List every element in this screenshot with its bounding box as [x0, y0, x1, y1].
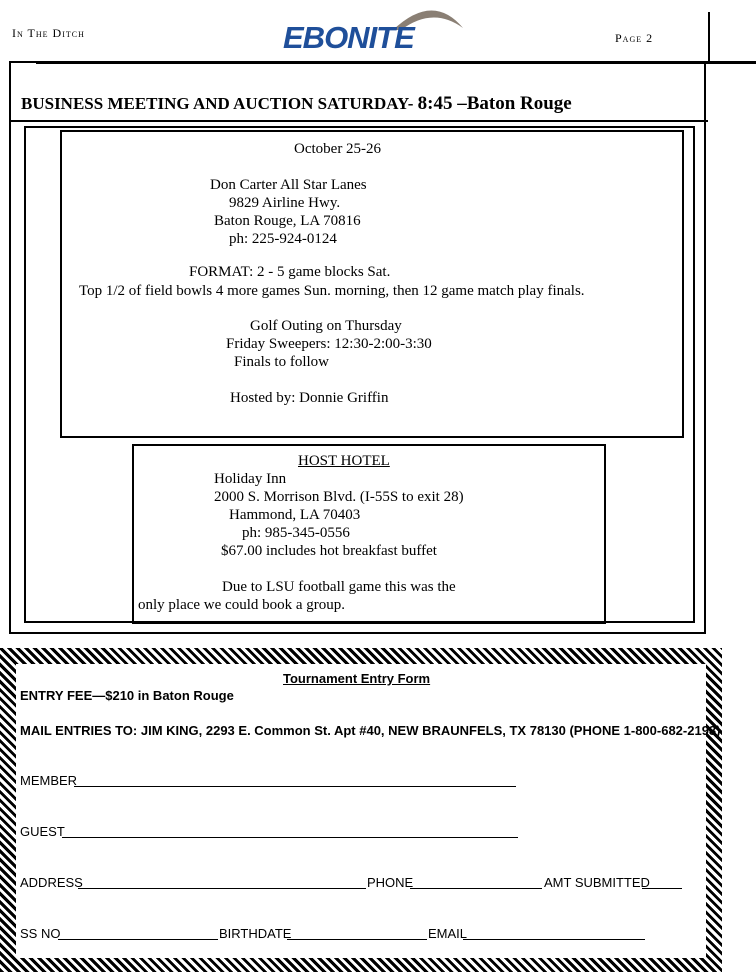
logo-text: EBONITE [283, 20, 414, 55]
entry-fee: ENTRY FEE—$210 in Baton Rouge [20, 688, 234, 703]
amt-submitted-label: AMT SUBMITTED [544, 875, 650, 890]
venue-address: 9829 Airline Hwy. [229, 195, 341, 211]
golf-outing: Golf Outing on Thursday [250, 318, 402, 334]
venue-city: Baton Rouge, LA 70816 [214, 213, 361, 229]
birthdate-label: BIRTHDATE [219, 926, 292, 941]
member-label: MEMBER [20, 773, 78, 788]
meeting-title-text: BUSINESS MEETING AND AUCTION SATURDAY- [21, 94, 414, 113]
hotel-rate: $67.00 includes hot breakfast buffet [221, 543, 437, 559]
ssno-field[interactable] [58, 939, 218, 940]
email-field[interactable] [463, 939, 645, 940]
finals-note: Finals to follow [234, 354, 330, 370]
hosted-by: Hosted by: Donnie Griffin [230, 390, 389, 406]
guest-field[interactable] [62, 837, 518, 838]
meeting-title-time: 8:45 –Baton Rouge [417, 93, 572, 114]
friday-sweepers: Friday Sweepers: 12:30-2:00-3:30 [226, 336, 432, 352]
hotel-note-line1: Due to LSU football game this was the [222, 579, 456, 595]
header-divider [708, 12, 710, 62]
meeting-title [21, 93, 572, 115]
birthdate-field[interactable] [287, 939, 427, 940]
hotel-city: Hammond, LA 70403 [229, 507, 361, 523]
hotel-note-line2: only place we could book a group. [138, 597, 346, 613]
hotel-address: 2000 S. Morrison Blvd. (I-55S to exit 28) [214, 489, 464, 505]
phone-label: PHONE [367, 875, 414, 890]
hotel-phone: ph: 985-345-0556 [242, 525, 350, 541]
guest-label: GUEST [20, 824, 65, 839]
hotel-name: Holiday Inn [214, 471, 287, 487]
venue-phone: ph: 225-924-0124 [229, 231, 337, 247]
page-label: Page 2 [615, 31, 654, 45]
form-title: Tournament Entry Form [283, 671, 431, 686]
newsletter-name: In The Ditch [12, 26, 85, 40]
venue-name: Don Carter All Star Lanes [210, 177, 367, 193]
email-label: EMAIL [428, 926, 468, 941]
phone-field[interactable] [410, 888, 542, 889]
event-format-detail: Top 1/2 of field bowls 4 more games Sun. morning, then 12 game match play finals. [79, 283, 585, 299]
address-label: ADDRESS [20, 875, 83, 890]
mail-entries-to: MAIL ENTRIES TO: JIM KING, 2293 E. Common St. Apt #40, NEW BRAUNFELS, TX 78130 (PHONE 1-800-682-2198) [20, 723, 721, 738]
ssno-label: SS NO [20, 926, 61, 941]
amt-submitted-field[interactable] [642, 888, 682, 889]
event-dates: October 25-26 [294, 141, 382, 157]
ebonite-logo [283, 0, 473, 58]
event-format: FORMAT: 2 - 5 game blocks Sat. [189, 264, 391, 280]
hotel-heading: HOST HOTEL [298, 453, 390, 469]
address-field[interactable] [78, 888, 366, 889]
title-rule [9, 120, 708, 122]
entry-form [16, 664, 706, 958]
member-field[interactable] [74, 786, 516, 787]
